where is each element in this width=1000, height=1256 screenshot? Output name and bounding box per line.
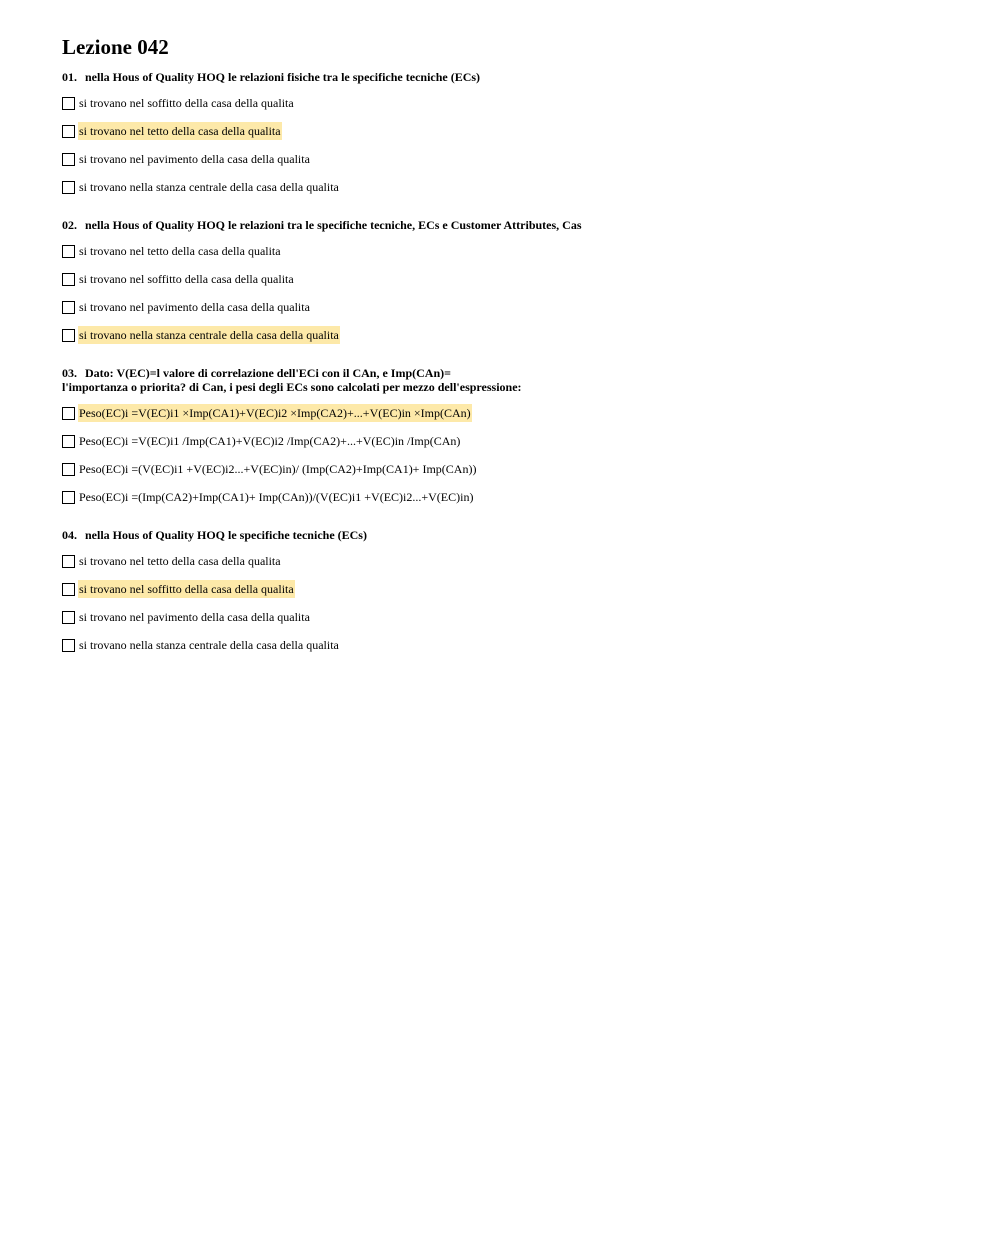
question-number: 04. — [62, 528, 77, 542]
answer-label: si trovano nella stanza centrale della casa della qualita — [79, 180, 339, 194]
answer-option[interactable] — [62, 326, 962, 344]
answer-checkbox[interactable] — [62, 435, 75, 448]
question-text — [62, 218, 962, 232]
answer-checkbox[interactable] — [62, 301, 75, 314]
answer-option[interactable] — [62, 488, 962, 506]
answer-label: Peso(EC)i =(V(EC)i1 +V(EC)i2...+V(EC)in)/ (Imp(CA2)+Imp(CA1)+ Imp(CAn)) — [79, 462, 477, 476]
answer-label: si trovano nel pavimento della casa della qualita — [79, 610, 310, 624]
answer-option[interactable] — [62, 432, 962, 450]
answer-option[interactable] — [62, 608, 962, 626]
answer-label: Peso(EC)i =V(EC)i1 /Imp(CA1)+V(EC)i2 /Imp(CA2)+...+V(EC)in /Imp(CAn) — [79, 434, 461, 448]
question-number: 01. — [62, 70, 77, 84]
answer-option[interactable] — [62, 122, 962, 140]
question-text — [62, 70, 962, 84]
question-number: 02. — [62, 218, 77, 232]
answer-checkbox[interactable] — [62, 125, 75, 138]
answer-label: si trovano nel tetto della casa della qualita — [79, 124, 281, 138]
question-body: nella Hous of Quality HOQ le specifiche tecniche (ECs) — [85, 528, 367, 542]
answer-label: si trovano nel soffitto della casa della qualita — [79, 96, 294, 110]
question-01 — [62, 70, 962, 196]
answer-label: si trovano nella stanza centrale della casa della qualita — [79, 328, 339, 342]
answer-checkbox[interactable] — [62, 97, 75, 110]
answer-checkbox[interactable] — [62, 639, 75, 652]
question-04 — [62, 528, 962, 654]
question-body: nella Hous of Quality HOQ le relazioni fisiche tra le specifiche tecniche (ECs) — [85, 70, 481, 84]
answer-checkbox[interactable] — [62, 611, 75, 624]
answer-option[interactable] — [62, 552, 962, 570]
answer-checkbox[interactable] — [62, 463, 75, 476]
question-text — [62, 528, 962, 542]
answer-label: si trovano nel tetto della casa della qualita — [79, 244, 281, 258]
answer-option[interactable] — [62, 270, 962, 288]
answer-checkbox[interactable] — [62, 583, 75, 596]
answer-checkbox[interactable] — [62, 555, 75, 568]
question-body: Dato: V(EC)=l valore di correlazione dell'ECi con il CAn, e Imp(CAn)= l'importanza o priorita? di Can, i pesi degli ECs sono calcolati per mezzo dell'espressione: — [62, 366, 522, 394]
answer-label: si trovano nella stanza centrale della casa della qualita — [79, 638, 339, 652]
answer-option[interactable] — [62, 580, 962, 598]
answer-label: si trovano nel pavimento della casa della qualita — [79, 152, 310, 166]
answer-checkbox[interactable] — [62, 153, 75, 166]
question-03 — [62, 366, 962, 506]
answer-option[interactable] — [62, 460, 962, 478]
answer-checkbox[interactable] — [62, 491, 75, 504]
answer-option[interactable] — [62, 150, 962, 168]
answer-checkbox[interactable] — [62, 245, 75, 258]
answer-label: si trovano nel pavimento della casa della qualita — [79, 300, 310, 314]
answer-label: Peso(EC)i =(Imp(CA2)+Imp(CA1)+ Imp(CAn))/(V(EC)i1 +V(EC)i2...+V(EC)in) — [79, 490, 474, 504]
answer-option[interactable] — [62, 636, 962, 654]
answer-label: si trovano nel tetto della casa della qualita — [79, 554, 281, 568]
answer-checkbox[interactable] — [62, 273, 75, 286]
answer-option[interactable] — [62, 178, 962, 196]
answer-option[interactable] — [62, 242, 962, 260]
question-02 — [62, 218, 962, 344]
page-title: Lezione 042 — [62, 35, 169, 59]
answer-checkbox[interactable] — [62, 407, 75, 420]
answer-label: si trovano nel soffitto della casa della qualita — [79, 582, 294, 596]
answer-option[interactable] — [62, 298, 962, 316]
answer-label: si trovano nel soffitto della casa della qualita — [79, 272, 294, 286]
quiz-page — [62, 34, 962, 676]
answer-option[interactable] — [62, 404, 962, 422]
answer-checkbox[interactable] — [62, 329, 75, 342]
answer-label: Peso(EC)i =V(EC)i1 ×Imp(CA1)+V(EC)i2 ×Imp(CA2)+...+V(EC)in ×Imp(CAn) — [79, 406, 471, 420]
question-number: 03. — [62, 366, 77, 380]
answer-checkbox[interactable] — [62, 181, 75, 194]
question-text — [62, 366, 962, 394]
question-body: nella Hous of Quality HOQ le relazioni tra le specifiche tecniche, ECs e Customer Attributes, Cas — [85, 218, 582, 232]
answer-option[interactable] — [62, 94, 962, 112]
